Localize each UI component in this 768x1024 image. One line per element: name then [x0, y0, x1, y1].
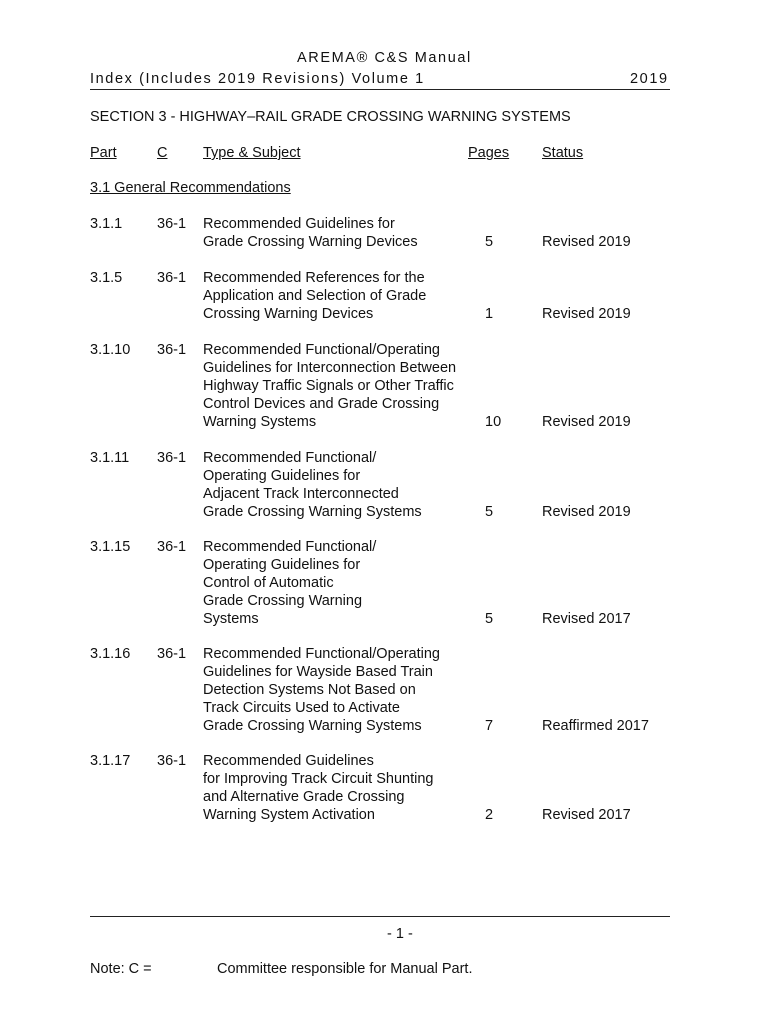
note-text: Committee responsible for Manual Part. — [217, 961, 473, 977]
subject-line: Systems — [203, 611, 259, 627]
row-part: 3.1.15 — [90, 539, 131, 555]
subject-line: Warning Systems — [203, 414, 317, 430]
row-pages: 5 — [485, 504, 494, 520]
row-committee: 36-1 — [157, 753, 187, 769]
section-title: SECTION 3 - HIGHWAY–RAIL GRADE CROSSING WARNING SYSTEMS — [90, 109, 571, 125]
subject-line: Grade Crossing Warning — [203, 593, 363, 609]
subject-line: for Improving Track Circuit Shunting — [203, 771, 434, 787]
column-header-part: Part — [90, 145, 117, 161]
row-status: Revised 2019 — [542, 234, 631, 250]
subject-line: Operating Guidelines for — [203, 468, 361, 484]
column-header-c: C — [157, 145, 168, 161]
subject-line: Application and Selection of Grade — [203, 288, 427, 304]
subject-line: Guidelines for Wayside Based Train — [203, 664, 433, 680]
column-header-subject: Type & Subject — [203, 145, 301, 161]
row-pages: 10 — [485, 414, 502, 430]
row-status: Revised 2019 — [542, 414, 631, 430]
row-part: 3.1.5 — [90, 270, 123, 286]
subject-line: Highway Traffic Signals or Other Traffic — [203, 378, 454, 394]
page-number: - 1 - — [387, 926, 413, 942]
subject-line: Recommended Functional/Operating — [203, 646, 440, 662]
row-part: 3.1.1 — [90, 216, 123, 232]
row-committee: 36-1 — [157, 646, 187, 662]
subject-line: Warning System Activation — [203, 807, 375, 823]
subject-line: Adjacent Track Interconnected — [203, 486, 399, 502]
subject-line: Recommended References for the — [203, 270, 425, 286]
row-status: Revised 2019 — [542, 306, 631, 322]
row-subject — [203, 449, 422, 521]
subject-line: Operating Guidelines for — [203, 557, 361, 573]
row-committee: 36-1 — [157, 342, 187, 358]
row-status: Reaffirmed 2017 — [542, 718, 649, 734]
subject-line: Recommended Functional/Operating — [203, 342, 440, 358]
row-subject — [203, 341, 456, 431]
subject-line: Grade Crossing Warning Devices — [203, 234, 418, 250]
row-status: Revised 2019 — [542, 504, 631, 520]
row-pages: 5 — [485, 234, 494, 250]
footer-rule — [90, 916, 670, 917]
row-committee: 36-1 — [157, 450, 187, 466]
subject-line: Crossing Warning Devices — [203, 306, 374, 322]
subject-line: and Alternative Grade Crossing — [203, 789, 405, 805]
row-subject — [203, 752, 433, 824]
row-pages: 1 — [485, 306, 494, 322]
row-subject — [203, 538, 376, 628]
row-committee: 36-1 — [157, 216, 187, 232]
row-status: Revised 2017 — [542, 611, 631, 627]
manual-title: AREMA® C&S Manual — [297, 50, 472, 66]
row-part: 3.1.16 — [90, 646, 131, 662]
subject-line: Track Circuits Used to Activate — [203, 700, 400, 716]
subject-line: Recommended Functional/ — [203, 539, 377, 555]
row-status: Revised 2017 — [542, 807, 631, 823]
subject-line: Grade Crossing Warning Systems — [203, 504, 422, 520]
column-header-status: Status — [542, 145, 584, 161]
header-rule — [90, 89, 670, 90]
row-part: 3.1.17 — [90, 753, 131, 769]
subject-line: Control Devices and Grade Crossing — [203, 396, 440, 412]
subject-line: Recommended Functional/ — [203, 450, 377, 466]
subject-line: Guidelines for Interconnection Between — [203, 360, 457, 376]
row-committee: 36-1 — [157, 270, 187, 286]
row-pages: 7 — [485, 718, 494, 734]
index-title: Index (Includes 2019 Revisions) Volume 1 — [90, 71, 425, 87]
column-header-pages: Pages — [468, 145, 510, 161]
subject-line: Grade Crossing Warning Systems — [203, 718, 422, 734]
subject-line: Control of Automatic — [203, 575, 334, 591]
row-pages: 2 — [485, 807, 494, 823]
note-label: Note: C = — [90, 961, 152, 977]
row-subject — [203, 215, 418, 251]
row-subject — [203, 269, 426, 323]
header-year: 2019 — [630, 71, 669, 87]
row-part: 3.1.11 — [90, 450, 130, 466]
row-pages: 5 — [485, 611, 494, 627]
row-committee: 36-1 — [157, 539, 187, 555]
row-part: 3.1.10 — [90, 342, 131, 358]
subject-line: Recommended Guidelines — [203, 753, 374, 769]
subject-line: Detection Systems Not Based on — [203, 682, 416, 698]
subsection-title: 3.1 General Recommendations — [90, 180, 291, 196]
subject-line: Recommended Guidelines for — [203, 216, 395, 232]
row-subject — [203, 645, 440, 735]
